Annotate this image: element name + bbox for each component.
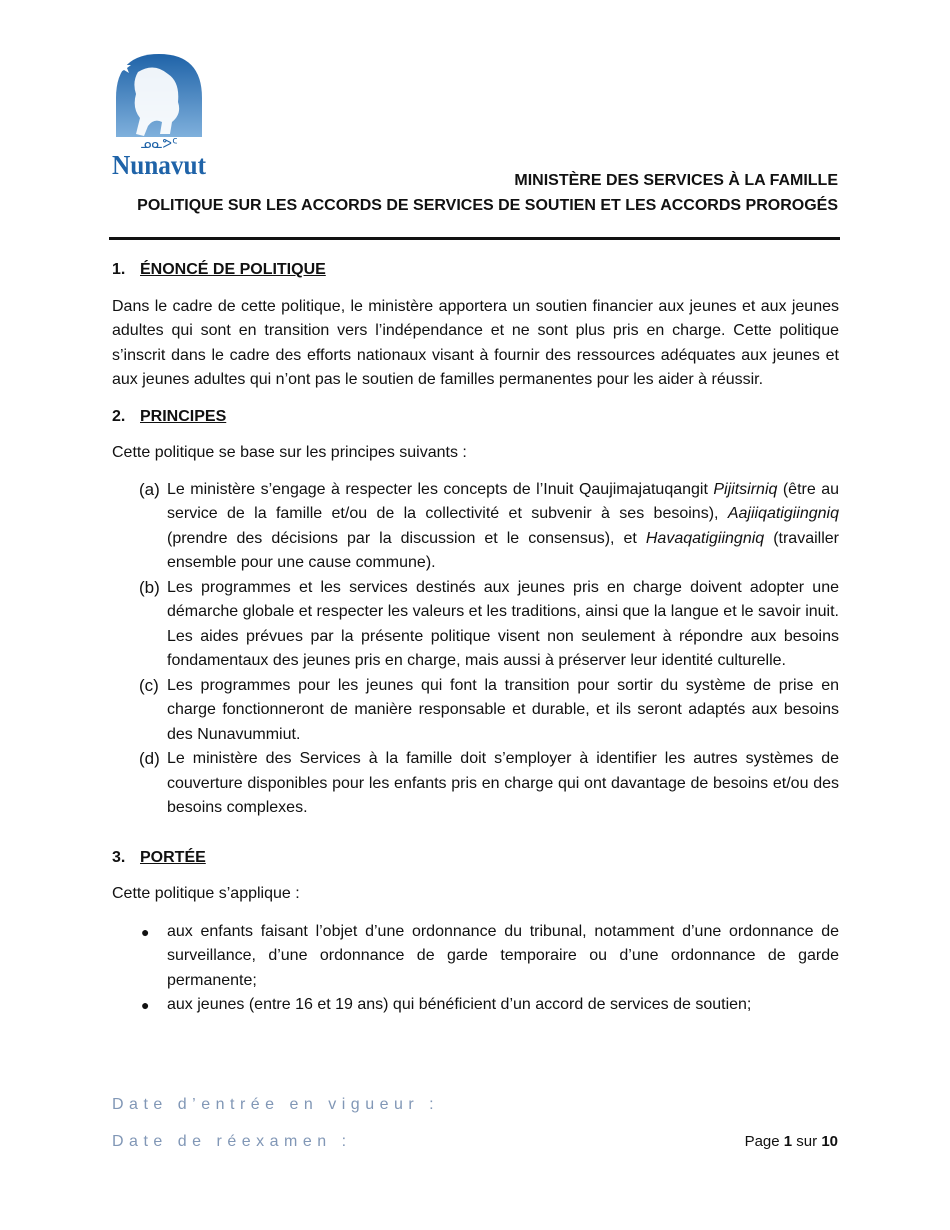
item-text: Les programmes pour les jeunes qui font la transition pour sortir du système de prise en charge fonctionneront de manière responsable et durable, et ils seront adaptés aux besoins des Nunavummiut. xyxy=(167,676,839,743)
item-marker: (a) xyxy=(139,479,160,499)
document-header xyxy=(137,168,838,218)
section-title: PORTÉE xyxy=(140,848,206,866)
section-title: PRINCIPES xyxy=(140,407,227,425)
item-text: Le ministère s’engage à respecter les concepts de l’Inuit Qaujimajatuqangit Pijitsirniq (être au service de la famille et/ou de la collectivité et subvenir à ses besoins), Aajiiqatigiingniq (prendre des décisions par la discussion et le consensus), et Havaqatigiingniq (travailler ensemble pour une cause commune). xyxy=(167,480,839,571)
item-text: Les programmes et les services destinés aux jeunes pris en charge doivent adopter une démarche globale et respecter les valeurs et les traditions, ainsi que la langue et le savoir inuit. Les aides prévues par la présente politique visent non seulement à répondre aux besoins fondamentaux des jeunes pris en charge, mais aussi à préserver leur identité culturelle. xyxy=(167,578,839,669)
section-1-heading xyxy=(112,258,839,283)
item-marker: (c) xyxy=(139,675,159,695)
review-date-label: Date de réexamen : xyxy=(112,1133,352,1150)
section-2-heading xyxy=(112,405,839,430)
section-number: 1. xyxy=(112,261,126,278)
section-3-heading xyxy=(112,846,839,871)
principles-intro: Cette politique se base sur les principes suivants : xyxy=(112,444,467,461)
list-item xyxy=(112,576,839,674)
policy-title: POLITIQUE SUR LES ACCORDS DE SERVICES DE SOUTIEN ET LES ACCORDS PROROGÉS xyxy=(137,197,838,214)
list-item xyxy=(112,478,839,576)
header-divider xyxy=(109,237,840,240)
item-text: aux jeunes (entre 16 et 19 ans) qui bénéficient d’un accord de services de soutien; xyxy=(167,996,752,1013)
section-number: 3. xyxy=(112,848,126,866)
item-text: aux enfants faisant l’objet d’une ordonnance du tribunal, notamment d’une ordonnance de surveillance, d’une ordonnance de garde temporaire ou d’une ordonnance de garde permanente; xyxy=(167,922,839,989)
section-number: 2. xyxy=(112,407,126,425)
polar-bear-emblem-icon xyxy=(110,52,208,178)
item-marker: (d) xyxy=(139,749,160,768)
svg-text:Nunavut: Nunavut xyxy=(112,150,206,178)
bullet-icon: ● xyxy=(141,923,150,940)
ministry-title: MINISTÈRE DES SERVICES À LA FAMILLE xyxy=(514,172,838,189)
list-item xyxy=(112,993,839,1018)
effective-date-label: Date d’entrée en vigueur : xyxy=(112,1096,440,1113)
list-item xyxy=(112,920,839,994)
policy-statement-paragraph: Dans le cadre de cette politique, le ministère apportera un soutien financier aux jeunes et aux jeunes adultes qui sont en transition vers l’indépendance et ne sont plus pris en charge. Cette politique s’inscrit dans le cadre des efforts nationaux visant à fournir des ressources adéquates aux jeunes et aux jeunes adultes qui n’ont pas le soutien de familles permanentes pour les aider à réussir. xyxy=(112,297,839,388)
page-number: Page 1 sur 10 xyxy=(744,1133,838,1150)
list-item xyxy=(112,747,839,821)
principles-list xyxy=(112,478,839,821)
scope-list xyxy=(112,920,839,1018)
nunavut-logo xyxy=(110,52,208,178)
item-marker: (b) xyxy=(139,577,160,597)
policy-body xyxy=(112,258,839,1018)
item-text: Le ministère des Services à la famille doit s’employer à identifier les autres systèmes de couverture disponibles pour les enfants pris en charge qui ont davantage de besoins et/ou des besoins complexes. xyxy=(167,750,839,816)
section-title: ÉNONCÉ DE POLITIQUE xyxy=(140,261,326,278)
list-item xyxy=(112,674,839,748)
bullet-icon: ● xyxy=(141,997,150,1013)
svg-text:ᓄᓇᕗᑦ: ᓄᓇᕗᑦ xyxy=(140,137,178,152)
scope-intro: Cette politique s’applique : xyxy=(112,885,300,902)
